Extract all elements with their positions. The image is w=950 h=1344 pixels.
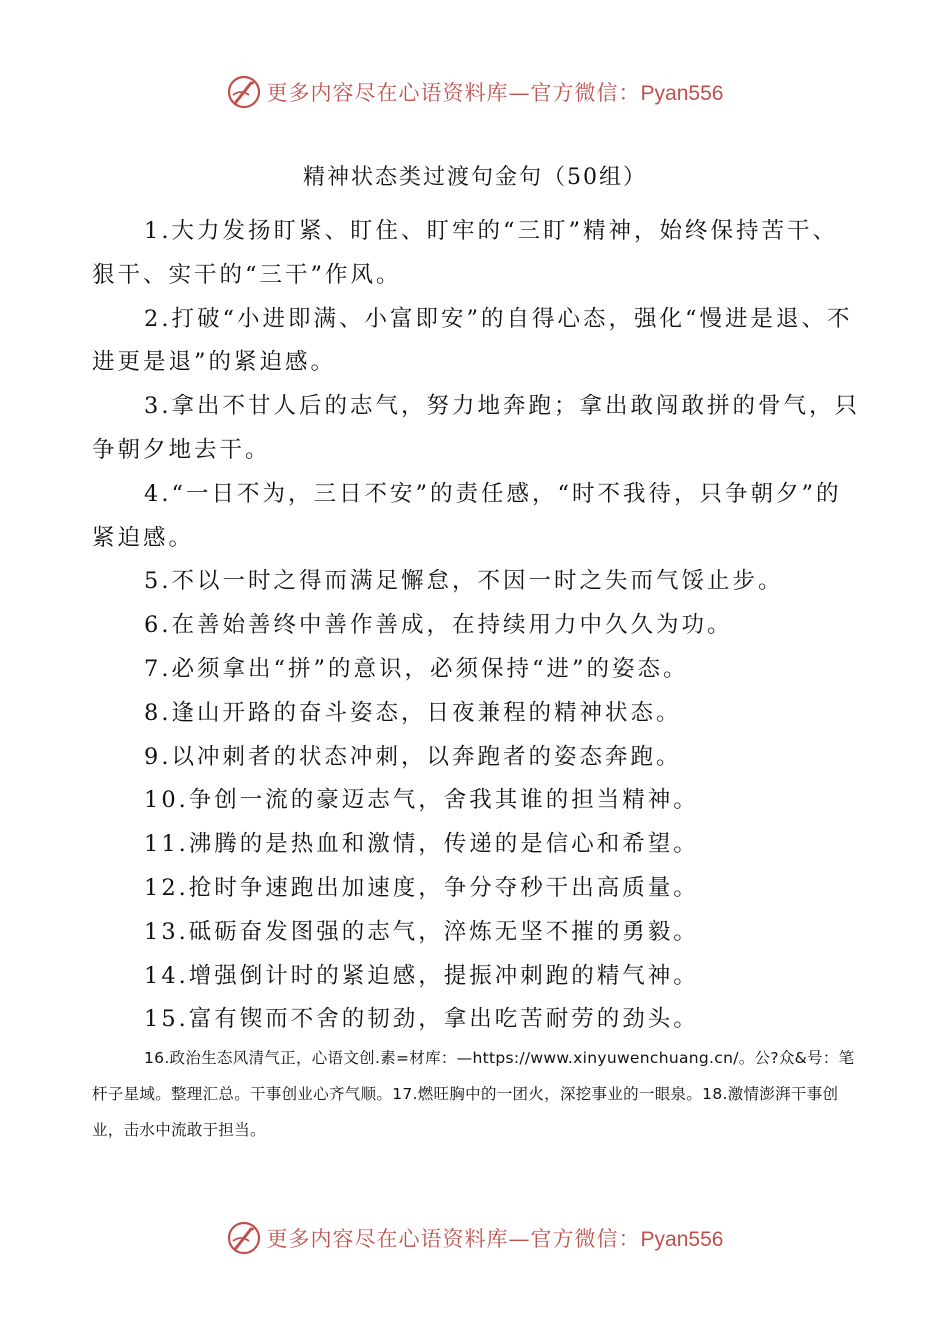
banner-text: 更多内容尽在心语资料库—官方微信：Pyan556 [266, 1227, 724, 1251]
pen-logo-icon [227, 1221, 261, 1255]
document-title: 精神状态类过渡句金句（50组） [303, 165, 647, 190]
list-item: 2.打破“小进即满、小富即安”的自得心态，强化“慢进是退、不进更是退”的紧迫感。 [92, 305, 853, 376]
list-item: 1.大力发扬盯紧、盯住、盯牢的“三盯”精神，始终保持苦干、狠干、实干的“三干”作风。 [92, 218, 838, 288]
list-item: 8.逢山开路的奋斗姿态，日夜兼程的精神状态。 [144, 699, 682, 726]
list-item: 12.抢时争速跑出加速度，争分夺秒干出高质量。 [144, 874, 699, 901]
wechat-id: Pyan556 [640, 82, 724, 105]
list-item: 14.增强倒计时的紧迫感，提振冲刺跑的精气神。 [144, 962, 699, 989]
small-paragraph-text: 16.政治生态风清气正，心语文创.素=材库：—https://www.xinyuwenchuang.cn/。公?众&号：笔杆子星域。整理汇总。干事创业心齐气顺。17.燃旺胸中的一团火，深挖事业的一眼泉。18.激情澎湃干事创业，击水中流敢于担当。 [92, 1049, 855, 1139]
footer-banner [0, 1216, 950, 1260]
list-item: 10.争创一流的豪迈志气，舍我其谁的担当精神。 [144, 787, 699, 814]
list-item: 13.砥砺奋发图强的志气，淬炼无坚不摧的勇毅。 [144, 918, 699, 945]
document-body [92, 210, 862, 1042]
small-print-paragraph [92, 1040, 862, 1148]
list-item: 6.在善始善终中善作善成，在持续用力中久久为功。 [144, 612, 733, 639]
list-item: 11.沸腾的是热血和激情，传递的是信心和希望。 [144, 831, 699, 858]
wechat-id: Pyan556 [640, 1228, 724, 1251]
list-item: 5.不以一时之得而满足懈怠，不因一时之失而气馁止步。 [144, 568, 784, 595]
list-item: 9.以冲刺者的状态冲刺，以奔跑者的姿态奔跑。 [144, 743, 682, 770]
list-item: 15.富有锲而不舍的韧劲，拿出吃苦耐劳的劲头。 [144, 1006, 699, 1033]
list-item: 7.必须拿出“拼”的意识，必须保持“进”的姿态。 [144, 655, 689, 682]
list-item: 4.“一日不为，三日不安”的责任感，“时不我待，只争朝夕”的紧迫感。 [92, 480, 842, 551]
header-banner [0, 70, 950, 114]
pen-logo-icon [227, 75, 261, 109]
list-item: 3.拿出不甘人后的志气，努力地奔跑；拿出敢闯敢拼的骨气，只争朝夕地去干。 [92, 393, 860, 463]
banner-text: 更多内容尽在心语资料库—官方微信：Pyan556 [266, 81, 724, 105]
